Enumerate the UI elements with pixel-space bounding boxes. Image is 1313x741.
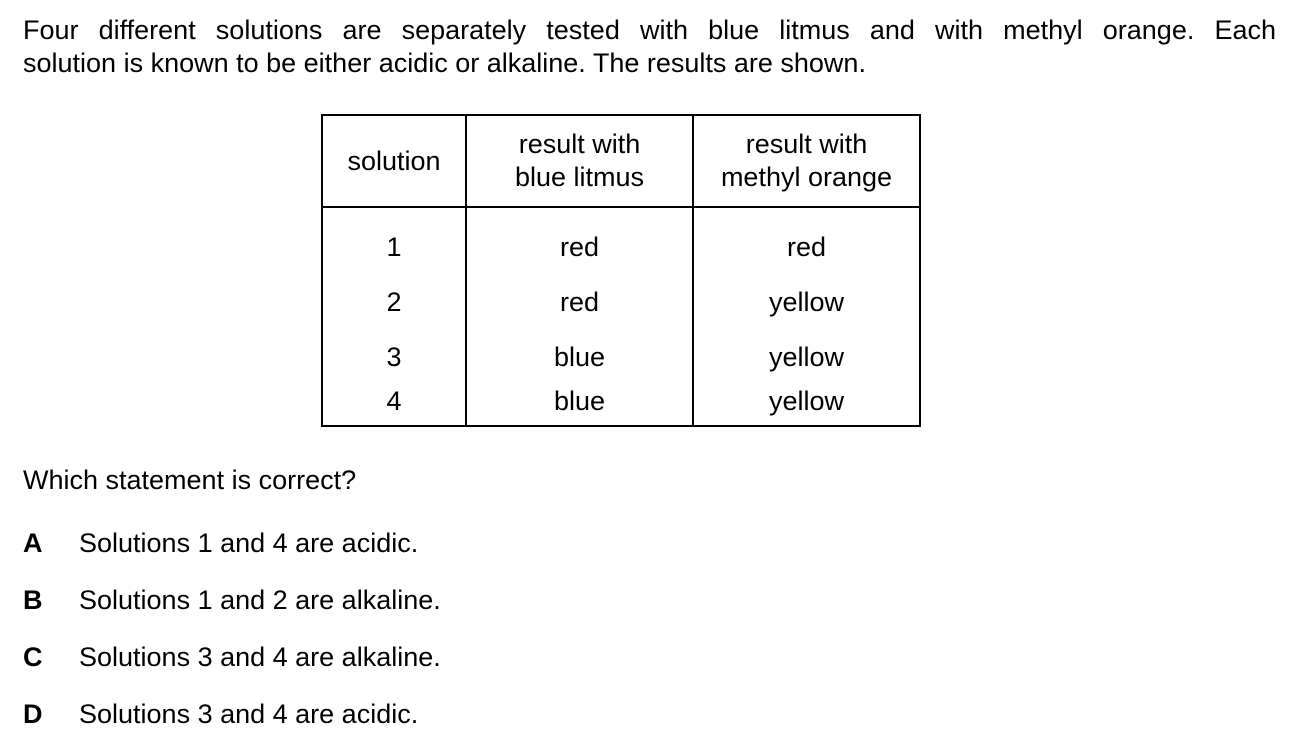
option-text: Solutions 3 and 4 are acidic. <box>79 699 419 729</box>
header-solution <box>322 115 466 207</box>
answer-options <box>23 527 441 741</box>
intro-text <box>23 14 1276 80</box>
cell-solution: 2 <box>322 275 466 330</box>
cell-solution: 4 <box>322 385 466 426</box>
option-b[interactable] <box>23 584 441 641</box>
cell-methyl-orange: yellow <box>693 330 920 385</box>
cell-methyl-orange: red <box>693 207 920 275</box>
header-blue-litmus <box>466 115 693 207</box>
option-letter: D <box>23 699 43 729</box>
cell-blue-litmus: blue <box>466 385 693 426</box>
table-row <box>322 385 920 426</box>
option-letter: A <box>23 528 43 558</box>
table-row <box>322 330 920 385</box>
header-text: solution <box>347 145 441 176</box>
option-text: Solutions 3 and 4 are alkaline. <box>79 642 441 672</box>
option-d[interactable] <box>23 698 441 741</box>
cell-solution: 3 <box>322 330 466 385</box>
intro-line: solution is known to be either acidic or alkaline. The results are shown. <box>23 48 866 78</box>
table-header-row <box>322 115 920 207</box>
cell-blue-litmus: red <box>466 207 693 275</box>
cell-solution: 1 <box>322 207 466 275</box>
option-a[interactable] <box>23 527 441 584</box>
table-row <box>322 207 920 275</box>
option-text: Solutions 1 and 2 are alkaline. <box>79 585 441 615</box>
cell-methyl-orange: yellow <box>693 385 920 426</box>
option-letter: C <box>23 642 43 672</box>
cell-blue-litmus: blue <box>466 330 693 385</box>
option-c[interactable] <box>23 641 441 698</box>
header-text: methyl orange <box>720 162 893 192</box>
header-text: result with <box>518 129 641 159</box>
results-table <box>321 114 921 427</box>
question-prompt: Which statement is correct? <box>23 465 357 495</box>
header-methyl-orange <box>693 115 920 207</box>
cell-blue-litmus: red <box>466 275 693 330</box>
header-text: result with <box>745 129 868 159</box>
option-text: Solutions 1 and 4 are acidic. <box>79 528 419 558</box>
intro-line: Four different solutions are separately tested with blue litmus and with methyl orange. Each <box>23 15 1276 45</box>
option-letter: B <box>23 585 43 615</box>
cell-methyl-orange: yellow <box>693 275 920 330</box>
table-row <box>322 275 920 330</box>
header-text: blue litmus <box>514 162 645 192</box>
